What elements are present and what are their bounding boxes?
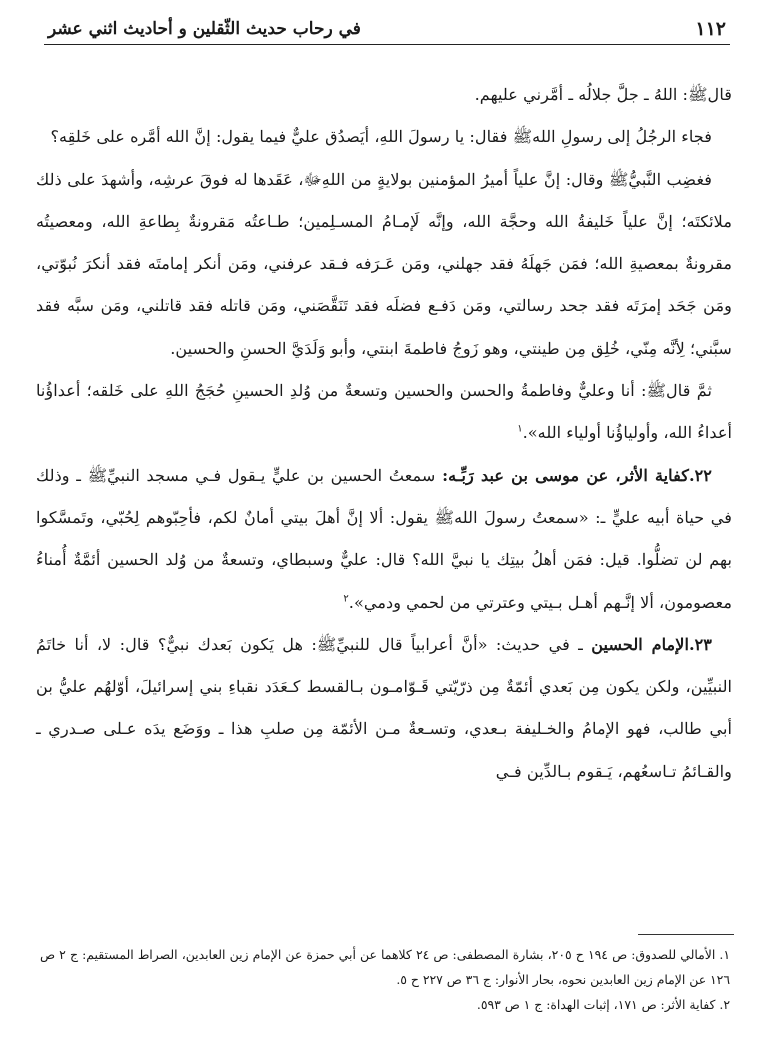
footnote-2: ٢. كفاية الأثر: ص ١٧١، إثبات الهداة: ج ١ ص ٥٩٣. bbox=[476, 997, 730, 1012]
hadith-23-heading: الإمام الحسين bbox=[591, 634, 689, 654]
running-title: في رحاب حديث الثّقلين و أحاديث اثني عشر bbox=[48, 19, 361, 39]
footnote-ref-1: ١ bbox=[517, 423, 523, 435]
hadith-22-number: ٢٢. bbox=[688, 465, 712, 485]
hadith-23-text: ـ في حديث: «أنَّ أعرابياً قال للنبيِّﷺ: هل يَكون بَعدك نبيٌّ؟ قال: لا، أنا خاتَمُ النبيِّين، ولكن يكون مِن بَعدي أئمّةٌ مِن ذرّيّتي قَـوّامـون بـالقسط كـعَدَد نقباءِ بني إسرائيلَ، أوّلهُم عليُّ بن أبي طالب، فهو الإمامُ والخـليفة بـعدي، وتسـعةٌ مـن الأئمّة مِن صلبِ هذا ـ ووَضَع يدَه عـلى صـدري ـ والقـائمُ تـاسعُهم، يَـقوم بـالدِّين فـي bbox=[36, 634, 732, 781]
footnote-divider bbox=[638, 934, 734, 935]
paragraph-1: قالﷺ: اللهُ ـ جلَّ جلالُه ـ أمَّرني عليهم. bbox=[474, 85, 732, 104]
hadith-23 bbox=[36, 624, 732, 793]
paragraph-4-text: ثمَّ قالﷺ: أنا وعليٌّ وفاطمةُ والحسن والحسين وتسعةٌ من وُلدِ الحسينِ حُجَجُ اللهِ على خَلقه؛ أعداؤُنا أعداءُ الله، وأولياؤُنا أولياء الله». bbox=[36, 381, 732, 443]
hadith-22 bbox=[36, 455, 732, 624]
footnote-1: ١. الأمالي للصدوق: ص ١٩٤ ح ٢٠٥، بشارة المصطفى: ص ٢٤ كلاهما عن أبي حمزة عن الإمام زين العابدين، الصراط المستقيم: ج ٢ ص ١٢٦ عن الإمام زين العابدين نحوه، بحار الأنوار: ج ٣٦ ص ٢٢٧ ح ٥. bbox=[40, 947, 731, 987]
page-number: ١١٢ bbox=[695, 18, 726, 40]
paragraph-2: فجاء الرجُلُ إلى رسولِ اللهﷺ فقال: يا رسولَ اللهِ، أيَصدُق عليٌّ فيما يقول: إنَّ الله أمَّره على خَلقِه؟ bbox=[50, 127, 712, 147]
paragraph-4 bbox=[36, 370, 732, 455]
hadith-22-text: سمعتُ الحسين بن عليٍّ يـقول فـي مسجد النبيِّﷺ ـ وذلك في حياة أبيه عليٍّ ـ: «سمعتُ رسولَ اللهﷺ يقول: ألا إنَّ أهلَ بيتي أمانٌ لكم، فأحِبّوهم لِحُبّي، وتَمسَّكوا بهم لن تضلُّوا. قيل: فمَن أهلُ بيتِك يا نبيَّ الله؟ قال: عليٌّ وسبطاي، وتسعةٌ من وُلد الحسين أئمَّةٌ أُمناءُ معصومون، ألا إنَّـهم أهـل بـيتي وعترتي من لحمي ودمي». bbox=[36, 465, 732, 612]
footnotes bbox=[40, 942, 730, 1017]
footnote-ref-2: ٢ bbox=[343, 593, 349, 605]
paragraph-3: فغضِب النَّبيُّﷺ وقال: إنَّ علياً أميرُ المؤمنين بولايةٍ من اللهِﷻ، عَقَدها له فوقَ عرشِه، وأشهدَ على ذلك ملائكتَه؛ إنَّ علياً خَليفةُ الله وحجَّة الله، وإنَّه لَإمـامُ المسـلِمين؛ طـاعتُه مَقرونةٌ بِطاعةِ الله، ومعصيتُه مقرونةٌ بمعصيةِ الله؛ فمَن جَهلَهُ فقد جهلني، ومَن عَـرَفه فـقد عرفني، ومَن أنكر إمامتَه فقد أنكرَ نُبوّتي، ومَن جَحَد إمرَتَه فقد جحد رسالتي، ومَن دَفـع فضلَه فقد تَنَقَّصَني، ومَن قاتله فقد قاتلني، ومَن سبَّه فقد سبَّني؛ لِأنَّه مِنّي، خُلِق مِن طينتي، وهو زَوجُ فاطمةَ ابنتي، وأبو وَلَدَيَّ الحسنِ والحسين. bbox=[36, 169, 732, 358]
hadith-22-heading: كفاية الأثر، عن موسى بن عبد رَبِّـه: bbox=[442, 465, 689, 485]
page-header bbox=[44, 14, 730, 45]
hadith-23-number: ٢٣. bbox=[688, 634, 712, 654]
main-text bbox=[36, 74, 732, 793]
